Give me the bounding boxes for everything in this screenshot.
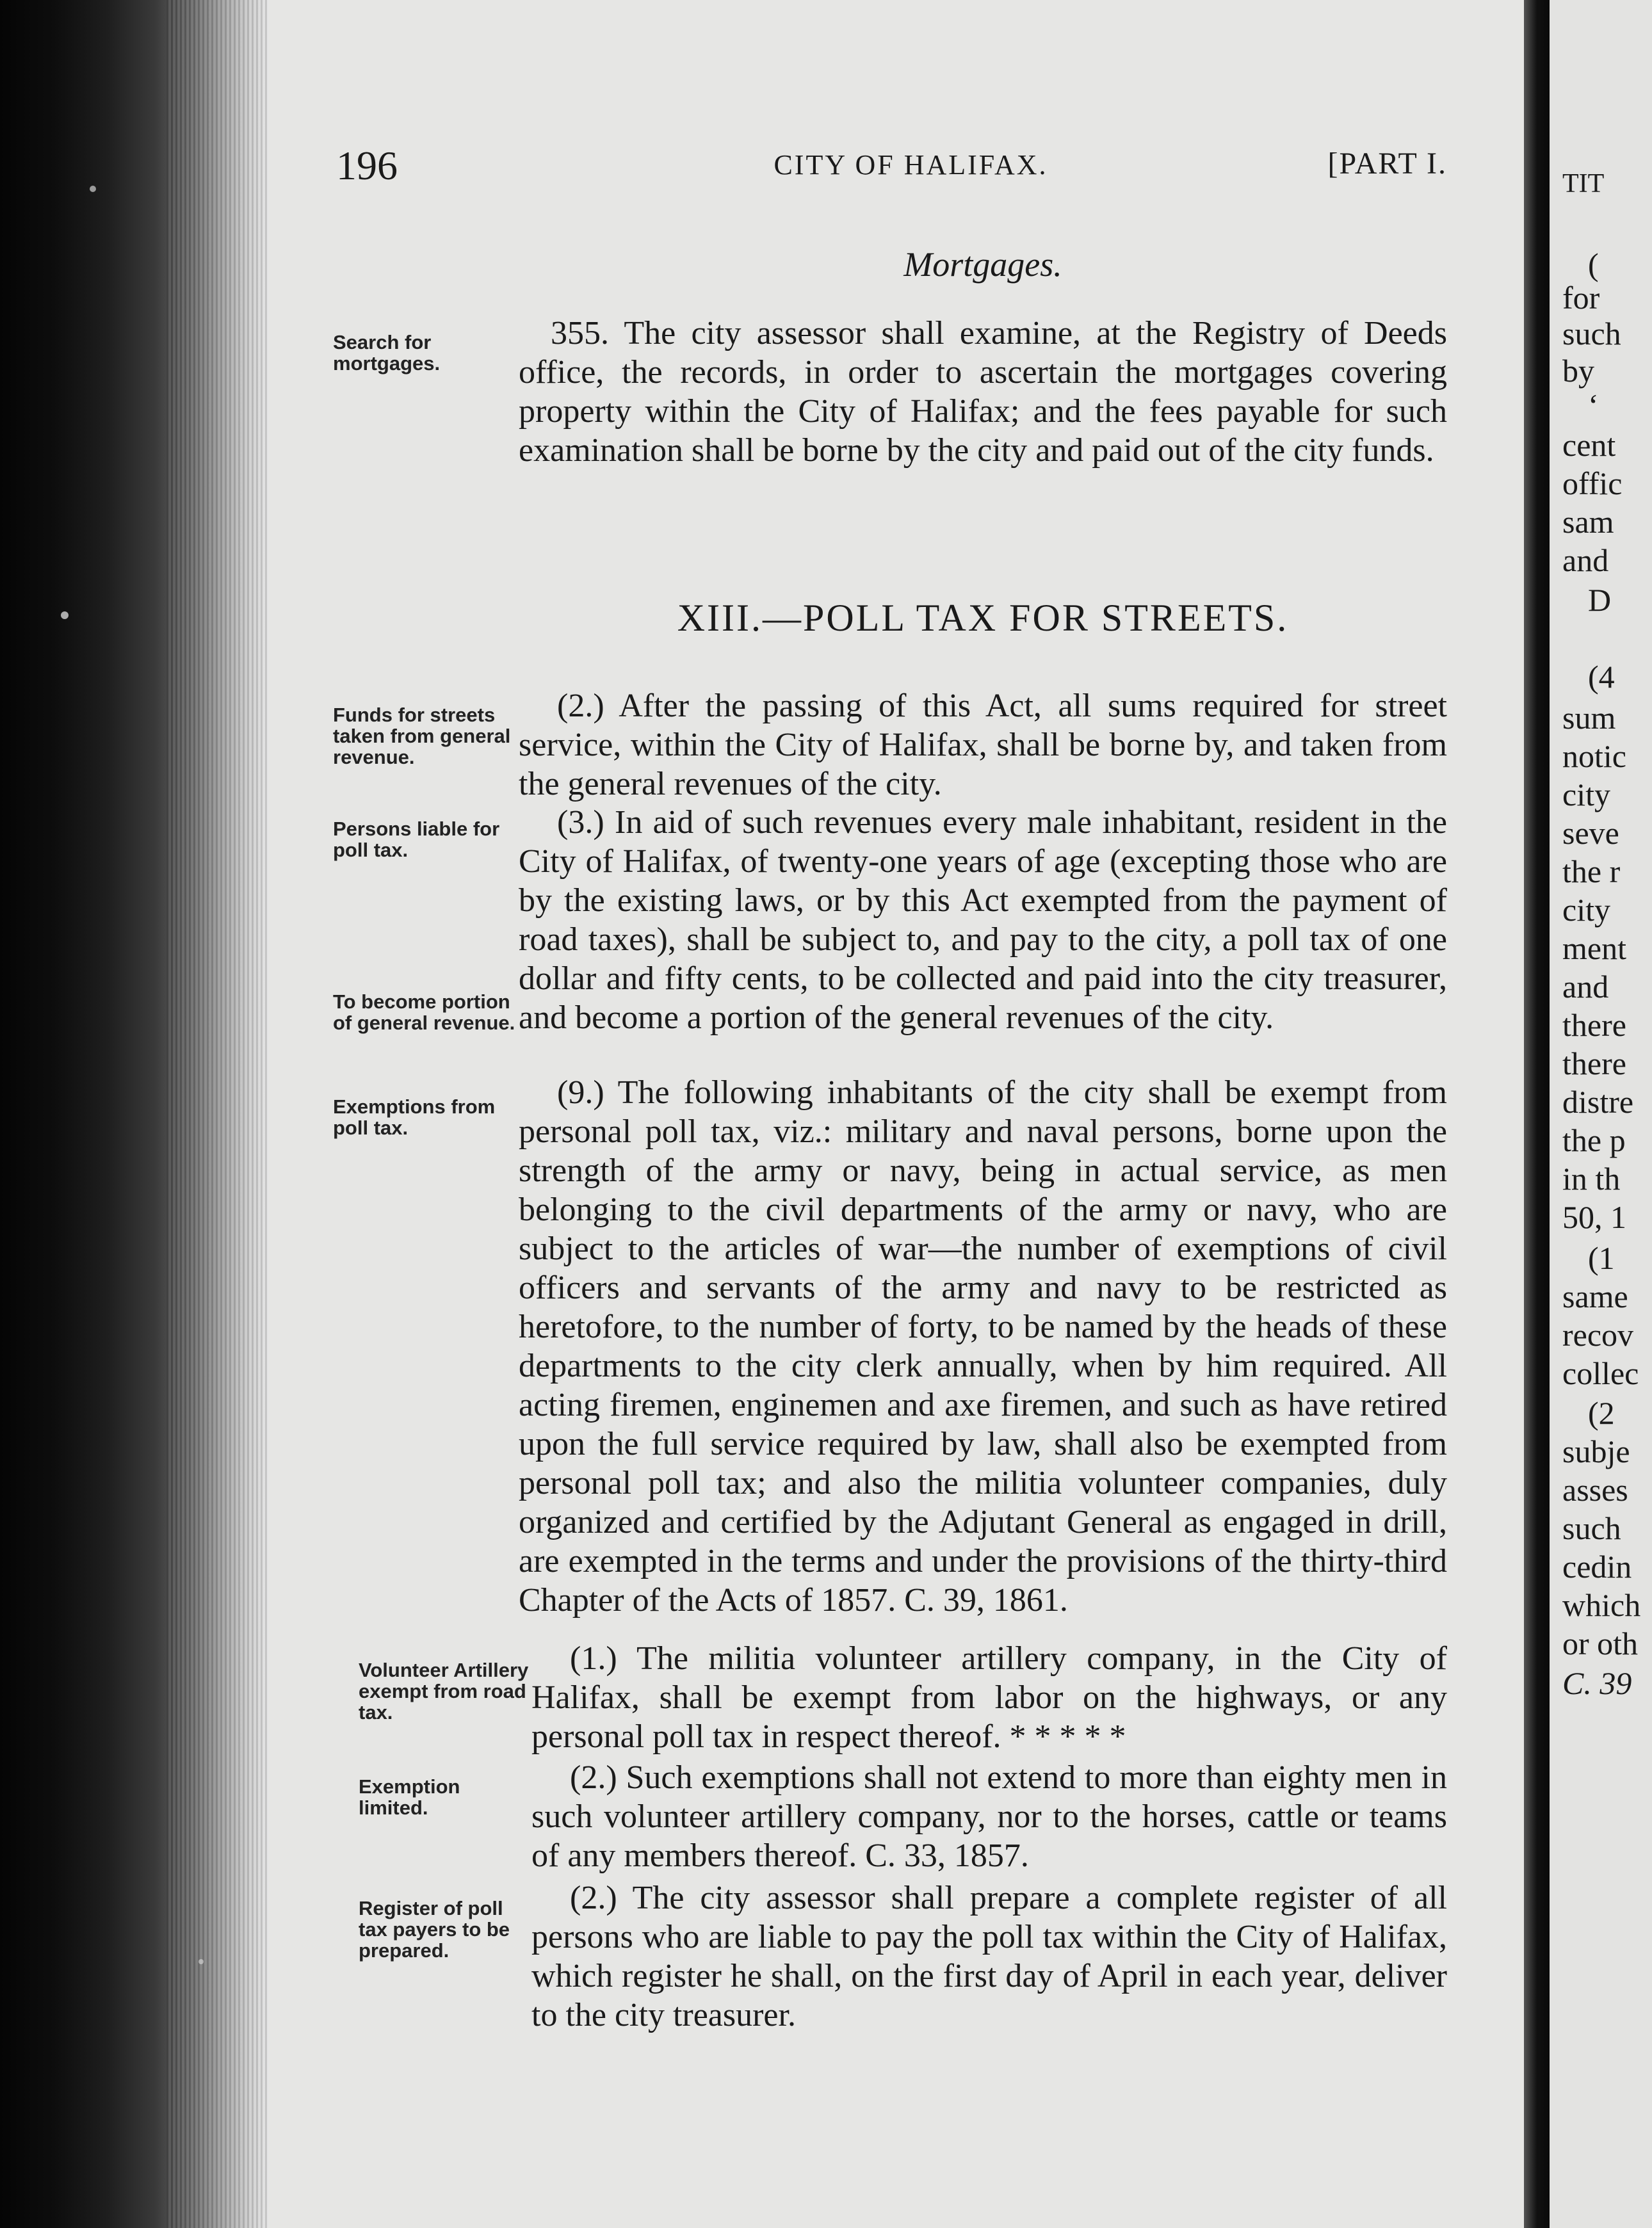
facing-line: or oth [1562, 1626, 1639, 1661]
book-page-edges [0, 0, 269, 2228]
facing-line: for [1562, 280, 1600, 316]
scan-speck [90, 186, 96, 192]
margin-note: Funds for streets taken from general revenue. [333, 704, 511, 768]
facing-line: ( [1588, 246, 1599, 282]
facing-line: which [1562, 1587, 1641, 1623]
page-number: 196 [336, 143, 398, 188]
facing-line: 50, 1 [1562, 1199, 1626, 1235]
facing-line: there [1562, 1007, 1626, 1043]
facing-line: distre [1562, 1084, 1634, 1120]
facing-line: cedin [1562, 1549, 1632, 1585]
margin-note: Exemption limited. [359, 1775, 460, 1819]
paragraph-9-exemptions: (9.) The following inhabitants of the city shall be exempt from personal poll tax, viz.: military and naval persons, borne upon the strength of the army or navy, being in actual service, as men belonging to the civil departments of the army or navy, who are subject to the articles of war—the number of exemptions of civil officers and servants of the army and navy to be restricted as heretofore, to the number of forty, to be named by the heads of these departments to the city clerk annually, when by him required. All acting firemen, enginemen and axe firemen, and such as have retired upon the full service required by law, shall also be exempted from personal poll tax; and also the militia volunteer companies, duly organized and certified by the Adjutant General as engaged in drill, are exempted in the terms and under the provisions of the thirty-third Chapter of the Acts of 1857. C. 39, 1861. [519, 1074, 1447, 1619]
facing-line: sam [1562, 504, 1614, 540]
part-label: [PART I. [1327, 147, 1447, 181]
facing-line: such [1562, 316, 1621, 351]
margin-note: Volunteer Artillery exempt from road tax. [359, 1659, 529, 1723]
scan-speck [61, 611, 69, 619]
facing-line: city [1562, 777, 1610, 812]
running-head: CITY OF HALIFAX. [773, 149, 1048, 181]
facing-line: and [1562, 969, 1609, 1005]
paragraph-1-artillery: (1.) The militia volunteer artillery company, in the City of Halifax, shall be exempt from labor on the highways, or any personal poll tax in respect thereof. * * * * * [531, 1640, 1447, 1755]
facing-line: TIT [1562, 169, 1605, 198]
scan-speck [198, 1959, 204, 1964]
facing-line: and [1562, 542, 1609, 578]
paragraph-2-funds: (2.) After the passing of this Act, all sums required for street service, within the City of Halifax, shall be borne by, and taken from the general revenues of the city. [519, 688, 1447, 802]
facing-line: seve [1562, 815, 1619, 851]
facing-line: the r [1562, 853, 1621, 889]
facing-line: D [1588, 582, 1612, 618]
facing-line: there [1562, 1045, 1626, 1081]
facing-line: (4 [1588, 659, 1615, 695]
margin-note: Exemptions from poll tax. [333, 1095, 496, 1139]
paragraph-2-exemption-limited: (2.) Such exemptions shall not extend to more than eighty men in such volunteer artillery company, nor to the horses, cattle or teams of any members thereof. C. 33, 1857. [531, 1759, 1447, 1874]
facing-line: ment [1562, 930, 1626, 966]
facing-line: same [1562, 1279, 1628, 1314]
facing-line: ‘ [1588, 387, 1599, 423]
facing-line: city [1562, 892, 1610, 928]
margin-note: To become portion of general revenue. [333, 990, 515, 1034]
margin-note: Register of poll tax payers to be prepared. [359, 1897, 510, 1962]
facing-line: by [1562, 353, 1594, 389]
paragraph-355: 355. The city assessor shall examine, at the Registry of Deeds office, the records, in order to ascertain the mortgages covering property within the City of Halifax; and the fees payable for such examination shall be borne by the city and paid out of the city funds. [519, 315, 1447, 469]
paragraph-3-persons-liable: (3.) In aid of such revenues every male inhabitant, resident in the City of Halifax, of twenty-one years of age (excepting those who are by the existing laws, or by this Act exempted from the payment of road taxes), shall be subject to, and pay to the city, a poll tax of one dollar and fifty cents, to be collected and paid into the city treasurer, and become a portion of the general revenues of the city. [519, 804, 1447, 1036]
facing-line: C. 39 [1562, 1665, 1632, 1701]
book-gutter [1524, 0, 1550, 2228]
facing-page-fragment [1550, 0, 1652, 2228]
facing-line: subje [1562, 1433, 1630, 1469]
facing-line: (1 [1588, 1240, 1615, 1276]
margin-note: Persons liable for poll tax. [333, 818, 500, 861]
paragraph-2-register: (2.) The city assessor shall prepare a complete register of all persons who are liable to pay the poll tax within the City of Halifax, which register he shall, on the first day of April in each year, deliver to the city treasurer. [531, 1880, 1447, 2033]
facing-line: the p [1562, 1122, 1626, 1158]
facing-line: collec [1562, 1355, 1639, 1391]
page-header [336, 142, 1447, 193]
facing-line: sum [1562, 700, 1616, 736]
facing-line: recov [1562, 1317, 1634, 1353]
section-heading-mortgages: Mortgages. [903, 245, 1062, 284]
facing-line: cent [1562, 427, 1616, 463]
margin-note: Search for mortgages. [333, 331, 441, 375]
facing-line: notic [1562, 738, 1626, 774]
title-heading: XIII.—POLL TAX FOR STREETS. [677, 597, 1289, 639]
facing-line: asses [1562, 1472, 1628, 1508]
facing-line: (2 [1588, 1395, 1615, 1431]
facing-line: in th [1562, 1161, 1621, 1197]
facing-line: offic [1562, 465, 1623, 501]
facing-line: such [1562, 1510, 1621, 1546]
